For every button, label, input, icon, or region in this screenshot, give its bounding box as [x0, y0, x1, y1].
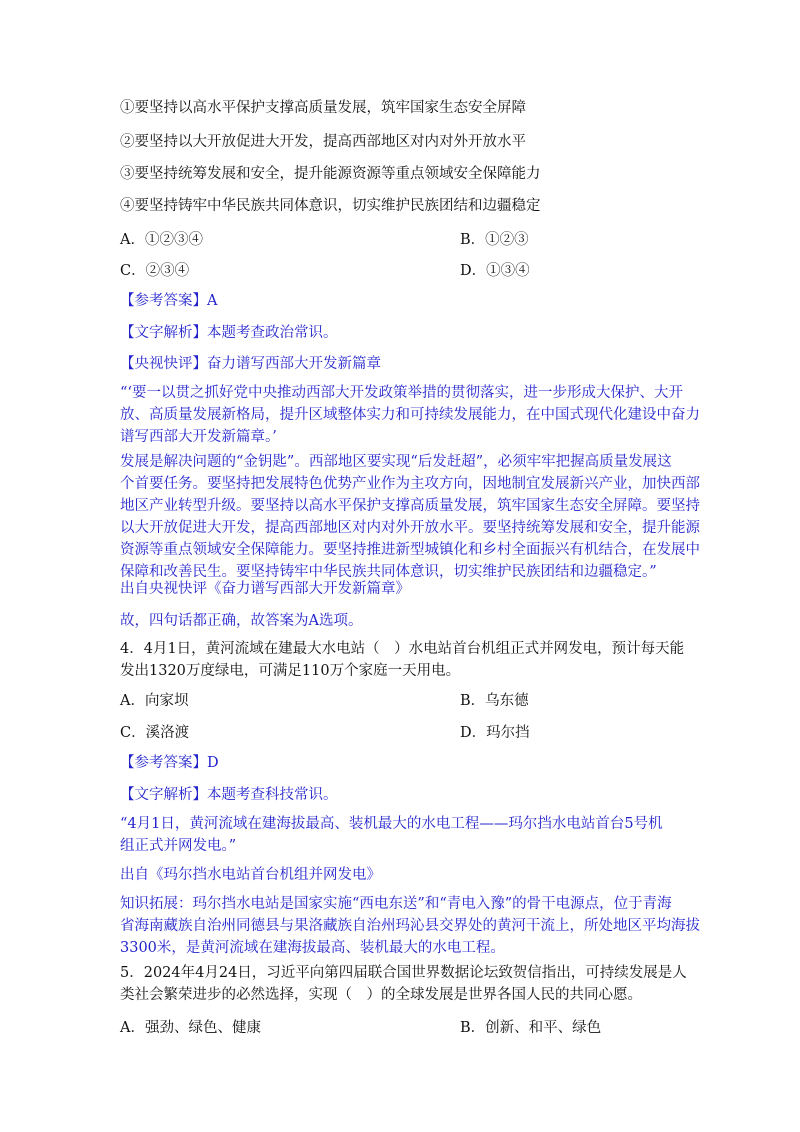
q3-option-d: D．①③④ — [460, 263, 530, 279]
q3-body-line-3: 地区产业转型升级。要坚持以高水平保护支撑高质量发展，筑牢国家生态安全屏障。要坚持 — [120, 498, 700, 514]
q4-answer: 【参考答案】D — [120, 755, 219, 771]
q3-quote-line-1: “‘要一以贯之抓好党中央推动西部大开发政策举措的贯彻落实，进一步形成大保护、大开 — [120, 385, 684, 401]
q3-analysis: 【文字解析】本题考查政治常识。 — [120, 325, 338, 341]
q4-extension-line-2: 省海南藏族自治州同德县与果洛藏族自治州玛沁县交界处的黄河干流上，所处地区平均海拔 — [120, 918, 700, 934]
q5-stem — [120, 962, 690, 1006]
q4-stem-line-2: 发出1320万度绿电，可满足110万个家庭一天用电。 — [120, 663, 461, 679]
q3-quote-line-3: 谱写西部大开发新篇章。’ — [120, 429, 277, 445]
q4-option-d: D．玛尔挡 — [460, 725, 530, 741]
q3-quote — [120, 382, 700, 448]
q3-answer: 【参考答案】A — [120, 293, 218, 309]
q3-option-a: A．①②③④ — [120, 232, 203, 248]
q5-stem-line-2: 类社会繁荣进步的必然选择，实现（ ）的全球发展是世界各国人民的共同心愿。 — [120, 987, 642, 1003]
q3-body-line-4: 以大开放促进大开发，提高西部地区对内对外开放水平。要坚持统筹发展和安全，提升能源 — [120, 520, 700, 536]
q4-analysis: 【文字解析】本题考查科技常识。 — [120, 787, 338, 803]
q4-quote-line-1: “4月1日，黄河流域在建海拔最高、装机最大的水电工程——玛尔挡水电站首台5号机 — [120, 816, 663, 832]
q3-cctv-heading: 【央视快评】奋力谱写西部大开发新篇章 — [120, 356, 381, 372]
q3-body — [120, 451, 700, 583]
q5-option-b: B．创新、和平、绿色 — [460, 1020, 602, 1036]
q4-extension-line-1: 知识拓展：玛尔挡水电站是国家实施“西电东送”和“青电入豫”的骨干电源点，位于青海 — [120, 896, 672, 912]
q3-item-4: ④要坚持铸牢中华民族共同体意识，切实维护民族团结和边疆稳定 — [120, 198, 541, 214]
q4-option-b: B．乌东德 — [460, 693, 529, 709]
q4-stem-line-1: 4．4月1日，黄河流域在建最大水电站（ ）水电站首台机组正式并网发电，预计每天能 — [120, 641, 685, 657]
q4-quote — [120, 813, 690, 857]
q3-quote-line-2: 放、高质量发展新格局，提升区域整体实力和可持续发展能力，在中国式现代化建设中奋力 — [120, 407, 700, 423]
q3-body-line-5: 资源等重点领域安全保障能力。要坚持推进新型城镇化和乡村全面振兴有机结合，在发展中 — [120, 542, 700, 558]
q4-source: 出自《玛尔挡水电站首台机组并网发电》 — [120, 867, 381, 883]
q4-option-c: C．溪洛渡 — [120, 725, 190, 741]
q4-stem — [120, 638, 690, 682]
q3-conclusion: 故，四句话都正确，故答案为A选项。 — [120, 613, 363, 629]
q4-extension — [120, 893, 700, 959]
q3-item-1: ①要坚持以高水平保护支撑高质量发展，筑牢国家生态安全屏障 — [120, 100, 526, 116]
q3-body-line-6: 保障和改善民生。要坚持铸牢中华民族共同体意识，切实维护民族团结和边疆稳定。” — [120, 564, 657, 580]
q3-item-3: ③要坚持统筹发展和安全，提升能源资源等重点领域安全保障能力 — [120, 166, 541, 182]
q5-stem-line-1: 5．2024年4月24日，习近平向第四届联合国世界数据论坛致贺信指出，可持续发展是人 — [120, 965, 687, 981]
q3-body-line-1: 发展是解决问题的“金钥匙”。西部地区要实现“后发赶超”，必须牢牢把握高质量发展这 — [120, 454, 672, 470]
q4-extension-line-3: 3300米，是黄河流域在建海拔最高、装机最大的水电工程。 — [120, 940, 505, 956]
q3-body-line-2: 个首要任务。要坚持把发展特色优势产业作为主攻方向，因地制宜发展新兴产业，加快西部 — [120, 476, 700, 492]
q5-option-a: A．强劲、绿色、健康 — [120, 1020, 261, 1036]
q3-option-b: B．①②③ — [460, 232, 529, 248]
q4-option-a: A．向家坝 — [120, 693, 189, 709]
q4-quote-line-2: 组正式并网发电。” — [120, 838, 237, 854]
q3-item-2: ②要坚持以大开放促进大开发，提高西部地区对内对外开放水平 — [120, 134, 526, 150]
q3-source: 出自央视快评《奋力谱写西部大开发新篇章》 — [120, 581, 410, 597]
q3-option-c: C．②③④ — [120, 263, 190, 279]
